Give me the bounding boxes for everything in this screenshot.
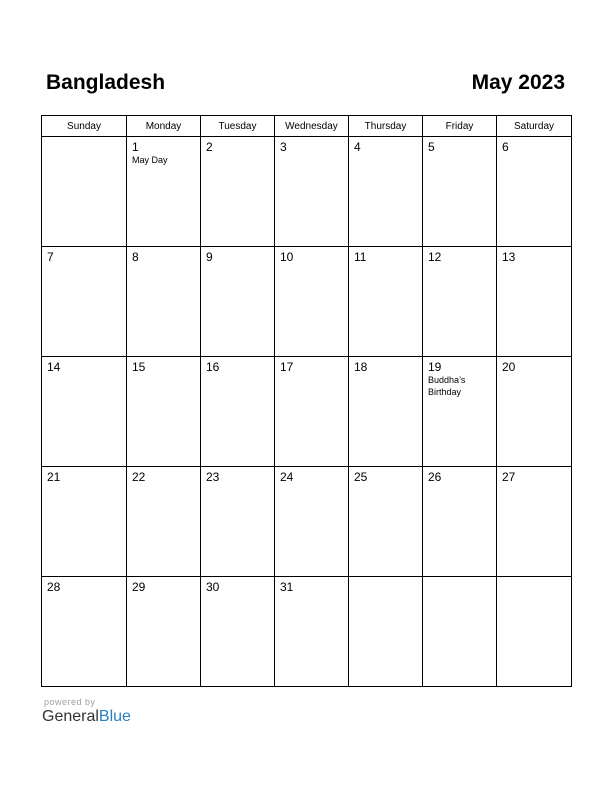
day-cell [127, 357, 201, 467]
day-cell [423, 137, 497, 247]
week-row [42, 357, 572, 467]
day-cell [497, 137, 572, 247]
day-cell [423, 247, 497, 357]
day-cell [497, 247, 572, 357]
day-cell [275, 357, 349, 467]
day-number: 30 [206, 580, 220, 594]
country-title: Bangladesh [46, 71, 166, 94]
weekday-header: Wednesday [275, 116, 349, 137]
day-cell [42, 357, 127, 467]
day-number: 23 [206, 470, 220, 484]
weekday-header: Saturday [497, 116, 572, 137]
day-cell [201, 577, 275, 687]
week-row [42, 247, 572, 357]
day-number: 31 [280, 580, 294, 594]
day-cell [127, 577, 201, 687]
day-cell [201, 467, 275, 577]
powered-by-text: powered by [44, 697, 96, 707]
day-cell [275, 577, 349, 687]
day-cell [497, 577, 572, 687]
day-number: 3 [280, 140, 287, 154]
day-number: 15 [132, 360, 146, 374]
generalblue-logo [42, 708, 131, 726]
week-row [42, 137, 572, 247]
week-row [42, 467, 572, 577]
day-cell [349, 467, 423, 577]
calendar-grid [41, 115, 572, 687]
weekday-header: Monday [127, 116, 201, 137]
day-cell [275, 247, 349, 357]
day-cell [127, 137, 201, 247]
day-number: 1 [132, 140, 139, 154]
logo-general-text: General [42, 708, 99, 725]
day-number: 29 [132, 580, 146, 594]
logo-blue-text: Blue [98, 708, 131, 725]
day-cell [42, 467, 127, 577]
day-number: 25 [354, 470, 368, 484]
day-number: 28 [47, 580, 61, 594]
day-number: 26 [428, 470, 442, 484]
day-number: 21 [47, 470, 61, 484]
day-cell [349, 357, 423, 467]
day-cell [201, 247, 275, 357]
month-year-title: May 2023 [471, 71, 565, 94]
day-cell [275, 137, 349, 247]
day-cell [42, 577, 127, 687]
day-number: 20 [502, 360, 516, 374]
day-cell [349, 577, 423, 687]
day-cell [423, 357, 497, 467]
day-number: 9 [206, 250, 213, 264]
weekday-header: Sunday [42, 116, 127, 137]
day-number: 2 [206, 140, 213, 154]
day-cell [497, 357, 572, 467]
week-row [42, 577, 572, 687]
day-cell [127, 247, 201, 357]
day-number: 6 [502, 140, 509, 154]
day-cell [349, 137, 423, 247]
footer-branding [42, 697, 131, 726]
holiday-label: May Day [132, 155, 168, 165]
day-number: 22 [132, 470, 146, 484]
day-cell [423, 467, 497, 577]
day-number: 17 [280, 360, 294, 374]
day-cell [201, 357, 275, 467]
day-number: 4 [354, 140, 361, 154]
day-number: 7 [47, 250, 54, 264]
day-cell [423, 577, 497, 687]
day-number: 8 [132, 250, 139, 264]
day-number: 11 [354, 250, 367, 264]
day-number: 14 [47, 360, 61, 374]
holiday-label: Buddha’s Birthday [428, 375, 466, 397]
day-cell [127, 467, 201, 577]
day-number: 12 [428, 250, 442, 264]
day-number: 13 [502, 250, 516, 264]
weekday-header: Friday [423, 116, 497, 137]
day-number: 10 [280, 250, 294, 264]
day-number: 19 [428, 360, 442, 374]
day-number: 18 [354, 360, 368, 374]
day-cell [349, 247, 423, 357]
weekday-header-row [42, 116, 572, 137]
day-number: 27 [502, 470, 516, 484]
day-cell [201, 137, 275, 247]
day-number: 5 [428, 140, 435, 154]
weekday-header: Thursday [349, 116, 423, 137]
day-cell [497, 467, 572, 577]
day-cell [42, 247, 127, 357]
weekday-header: Tuesday [201, 116, 275, 137]
day-cell [275, 467, 349, 577]
day-cell [42, 137, 127, 247]
day-number: 16 [206, 360, 220, 374]
day-number: 24 [280, 470, 294, 484]
